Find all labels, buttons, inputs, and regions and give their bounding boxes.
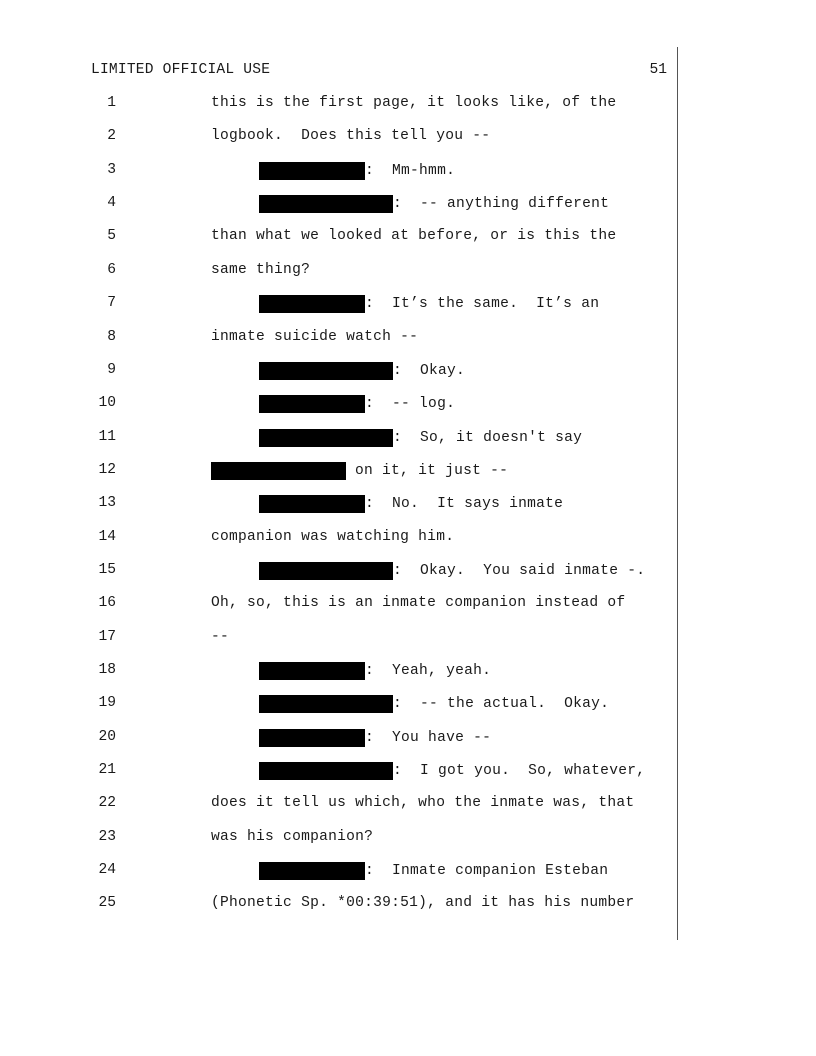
transcript-line [0,195,816,215]
line-number: 3 [107,161,116,178]
line-content [259,195,609,213]
line-text: than what we looked at before, or is this the [211,228,617,245]
speaker-separator: : [365,729,393,746]
speaker-separator: : [393,196,421,213]
line-content [259,695,609,713]
transcript-line [0,695,816,715]
line-number: 25 [98,895,116,912]
line-content [259,495,563,513]
line-content [211,329,418,345]
transcript-line [0,562,816,582]
transcript-line [0,795,816,815]
line-number: 6 [107,261,116,278]
page-number: 51 [649,62,667,78]
speaker-separator: : [393,362,421,379]
line-text: Oh, so, this is an inmate companion instead of [211,595,626,612]
transcript-line [0,95,816,115]
redacted-speaker-box [259,562,393,580]
transcript-line [0,595,816,615]
line-number: 1 [107,95,116,111]
line-number: 2 [107,128,116,145]
line-content [259,729,491,747]
transcript-line [0,495,816,515]
transcript-line [0,262,816,282]
line-text: this is the first page, it looks like, of the [211,95,617,111]
transcript-line [0,862,816,882]
line-text: So, it doesn't say [420,429,583,446]
redacted-speaker-box [259,395,365,413]
line-content [211,895,634,911]
line-number: 5 [107,228,116,245]
redacted-speaker-box [259,429,393,447]
transcript-line [0,662,816,682]
line-content [211,228,616,244]
line-text: was his companion? [211,828,374,845]
redacted-speaker-box [259,762,393,780]
line-content [211,595,625,611]
line-content [259,362,465,380]
line-content [211,462,508,480]
line-text: (Phonetic Sp. *00:39:51), and it has his number [211,895,635,912]
redacted-speaker-box [259,162,365,180]
line-number: 18 [98,662,116,678]
line-text: Mm-hmm. [392,162,456,179]
redacted-name-box [211,462,346,480]
line-content [211,128,490,144]
classification-header: LIMITED OFFICIAL USE [91,62,271,78]
line-text: No. It says inmate [392,496,564,513]
line-text: inmate suicide watch -- [211,328,419,345]
line-number: 4 [107,195,116,212]
redacted-speaker-box [259,495,365,513]
transcript-line [0,162,816,182]
redacted-speaker-box [259,362,393,380]
speaker-separator [346,463,355,479]
transcript-line [0,462,816,482]
line-number: 7 [107,295,116,312]
line-number: 14 [98,528,116,545]
speaker-separator: : [393,429,421,446]
line-content [211,95,616,111]
line-number: 22 [98,795,116,812]
line-text: on it, it just -- [355,462,509,479]
redacted-speaker-box [259,662,365,680]
line-content [259,862,608,880]
line-content [211,829,373,845]
line-content [259,429,582,447]
line-content [259,295,599,313]
line-text: Inmate companion Esteban [392,863,609,880]
line-content [259,662,491,680]
transcript-line [0,329,816,349]
line-content [211,795,634,811]
line-text: -- the actual. Okay. [420,696,610,713]
speaker-separator: : [393,696,421,713]
line-text: -- [211,628,230,645]
line-text: -- log. [392,396,456,413]
transcript-line [0,429,816,449]
transcript-line [0,395,816,415]
transcript-line [0,128,816,148]
redacted-speaker-box [259,695,393,713]
line-number: 13 [98,495,116,512]
speaker-separator: : [393,763,421,779]
line-text: Yeah, yeah. [392,663,492,679]
redacted-speaker-box [259,729,365,747]
line-number: 15 [98,561,116,578]
redacted-speaker-box [259,195,393,213]
line-text: companion was watching him. [211,528,455,545]
line-text: -- anything different [420,196,610,213]
line-content [259,395,455,413]
transcript-line [0,228,816,248]
line-number: 8 [107,328,116,345]
line-content [259,162,455,180]
line-content [259,562,645,580]
line-number: 24 [98,862,116,879]
transcript-line [0,362,816,382]
line-text: You have -- [392,729,492,746]
redacted-speaker-box [259,862,365,880]
line-number: 20 [98,728,116,745]
line-text: same thing? [211,261,311,278]
speaker-separator: : [365,296,393,313]
transcript-line [0,629,816,649]
speaker-separator: : [365,396,393,413]
line-text: Okay. [420,362,466,379]
line-content [259,762,645,780]
line-content [211,629,229,645]
transcript-line [0,895,816,915]
line-text: Okay. You said inmate -. [420,562,646,579]
transcript-line [0,829,816,849]
line-content [211,262,310,278]
speaker-separator: : [393,562,421,579]
line-number: 9 [107,361,116,378]
line-number: 10 [98,395,116,412]
line-text: I got you. So, whatever, [420,763,646,779]
speaker-separator: : [365,663,393,679]
redacted-speaker-box [259,295,365,313]
line-text: does it tell us which, who the inmate was, that [211,795,635,812]
line-text: It’s the same. It’s an [392,296,600,313]
line-number: 17 [98,628,116,645]
line-text: logbook. Does this tell you -- [211,128,491,145]
speaker-separator: : [365,496,393,513]
line-number: 23 [98,828,116,845]
transcript-line [0,529,816,549]
line-number: 16 [98,595,116,612]
line-number: 11 [98,428,116,445]
line-number: 21 [98,762,116,778]
line-number: 19 [98,695,116,712]
speaker-separator: : [365,863,393,880]
transcript-line [0,729,816,749]
speaker-separator: : [365,162,393,179]
line-content [211,529,454,545]
transcript-line [0,295,816,315]
line-number: 12 [98,461,116,478]
transcript-line [0,762,816,782]
